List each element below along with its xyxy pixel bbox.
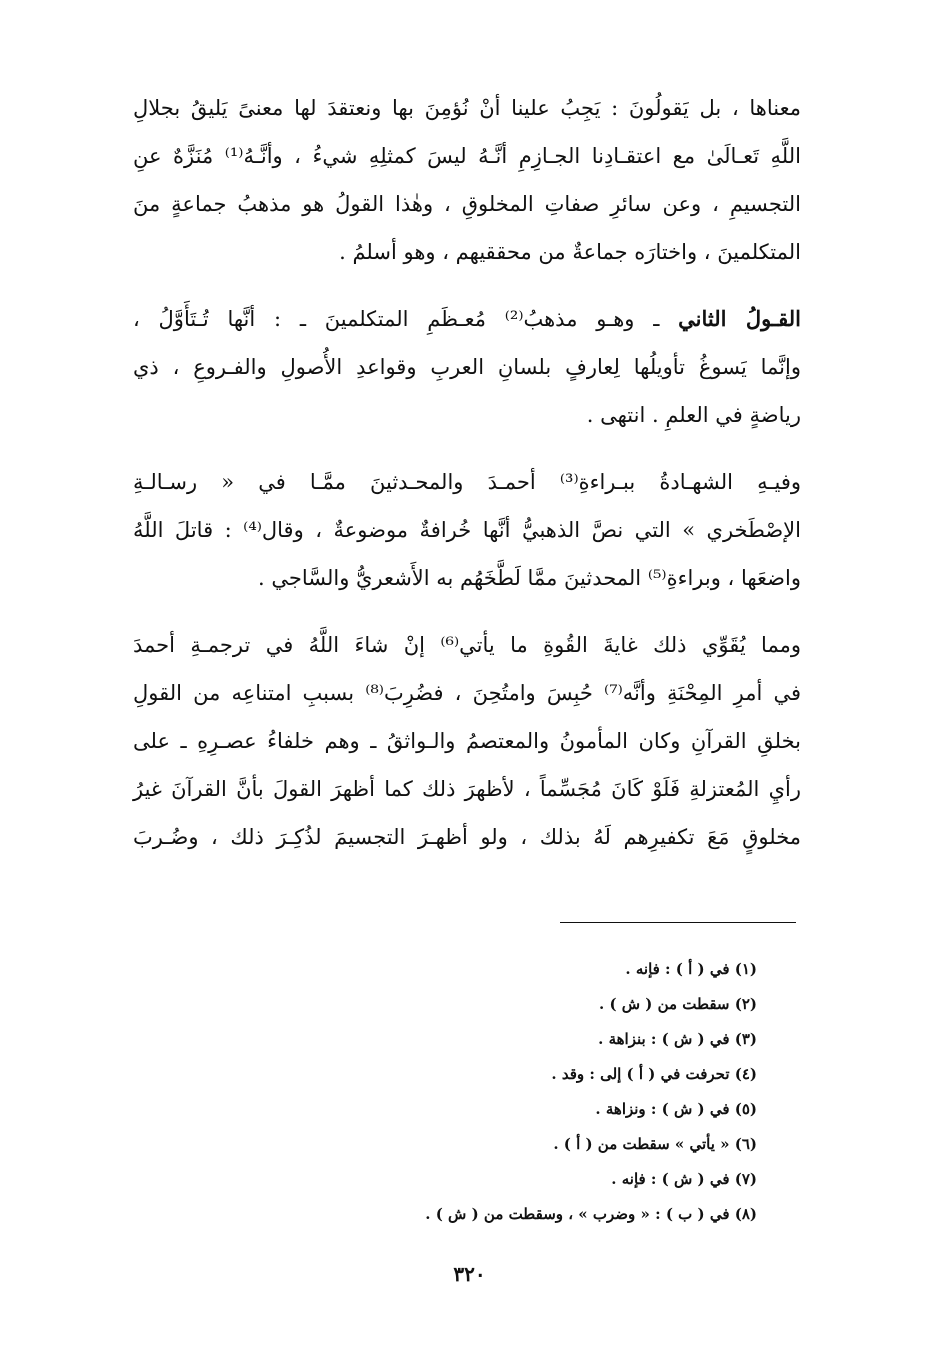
text-line: وفيـهِ الشهـادةُ ببـراءةِ⁽³⁾ أحمـدَ والمحـدثينَ ممَّـا في « رسـالـةِ <box>133 470 801 494</box>
text-line: في أمرِ المِحْنَةِ وأنَّه⁽⁷⁾ حُبِسَ وامتُحِنَ ، فضُرِبَ⁽⁸⁾ بسببِ امتناعِه من القولِ <box>133 681 801 705</box>
text-line: الإصْطَخري » التي نصَّ الذهبيُّ أنَّها خُرافةٌ موضوعةٌ ، وقال⁽⁴⁾ : قاتلَ اللَّهُ <box>133 518 801 542</box>
paragraph-3 <box>133 458 801 602</box>
footnote: (٨) في ( ب ) : « وضرب » ، وسقطت من ( ش ) . <box>425 1205 757 1223</box>
footnote: (٦) « يأتي » سقطت من ( أ ) . <box>553 1135 757 1153</box>
footnotes-list <box>337 952 757 1232</box>
main-text <box>133 84 801 880</box>
text-line: مخلوقٍ مَعَ تكفيرِهم لَهُ بذلك ، ولو أظهـرَ التجسيمَ لذُكِـرَ ذلك ، وضُـربَ <box>133 825 801 849</box>
section-heading: القـولُ الثاني <box>678 306 801 331</box>
footnote: (٤) تحرفت في ( أ ) إلى : وقد . <box>551 1065 757 1083</box>
footnote: (٥) في ( ش ) : ونزاهة . <box>595 1100 757 1118</box>
paragraph-2 <box>133 295 801 439</box>
text-line: التجسيمِ ، وعن سائرِ صفاتِ المخلوقِ ، وهٰذا القولُ هو مذهبُ جماعةٍ منَ <box>133 192 801 216</box>
text-line: ومما يُقَوِّي ذلك غايةَ القُوةِ ما يأتي⁽⁶⁾ إنْ شاءَ اللَّهُ في ترجمـةِ أحمدَ <box>133 633 801 657</box>
text-line: بخلقِ القرآنِ وكان المأمونُ والمعتصمُ والـواثقُ ـ وهم خلفاءُ عصـرِهِ ـ على <box>133 729 801 753</box>
footnote-divider <box>560 922 796 923</box>
footnote: (٧) في ( ش ) : فإنه . <box>611 1170 757 1188</box>
text-line-with-heading: القـولُ الثاني ـ وهـو مذهبُ⁽²⁾ مُعـظَمِ المتكلمينَ ـ : أنَّها تُـتَأَوَّلُ ، <box>133 306 801 331</box>
footnote: (٣) في ( ش ) : بنزاهة . <box>598 1030 757 1048</box>
text-line: اللَّهِ تَعـالَىٰ مع اعتقـادِنا الجـازِمِ أنَّـهُ ليسَ كمثلِهِ شيءُ ، وأنَّـهُ⁽¹⁾ مُنَزَّهٌ عنِ <box>133 144 801 168</box>
text-line: واضعَها ، وبراءةِ⁽⁵⁾ المحدثينَ ممَّا لَطَّخَهُم به الأَشعريُّ والسَّاجي . <box>258 566 801 590</box>
text-line: رياضةٍ في العلمِ . انتهى . <box>586 403 801 427</box>
page-number: ٣٢٠ <box>453 1262 486 1286</box>
text-line: المتكلمينَ ، واختارَه جماعةٌ من محققيهم ، وهو أسلمُ . <box>339 240 801 264</box>
footnote: (٢) سقطت من ( ش ) . <box>599 995 757 1013</box>
paragraph-1 <box>133 84 801 276</box>
text-line: وإنَّما يَسوغُ تأويلُها لِعارفٍ بلسانِ العربِ وقواعدِ الأُصولِ والفـروعِ ، ذي <box>133 355 801 379</box>
text-line: معناها ، بل يَقولُونَ : يَجِبُ علينا أنْ نُؤمِنَ بها ونعتقدَ لها معنىً يَليقُ بجلالِ <box>133 96 801 120</box>
footnote: (١) في ( أ ) : فإنه . <box>625 960 757 978</box>
paragraph-4 <box>133 621 801 861</box>
text-line: رأيِ المُعتزلةِ فَلَوْ كَانَ مُجَسِّماً ، لأظهرَ ذلك كما أظهرَ القولَ بأنَّ القرآنَ غيرُ <box>133 777 801 801</box>
